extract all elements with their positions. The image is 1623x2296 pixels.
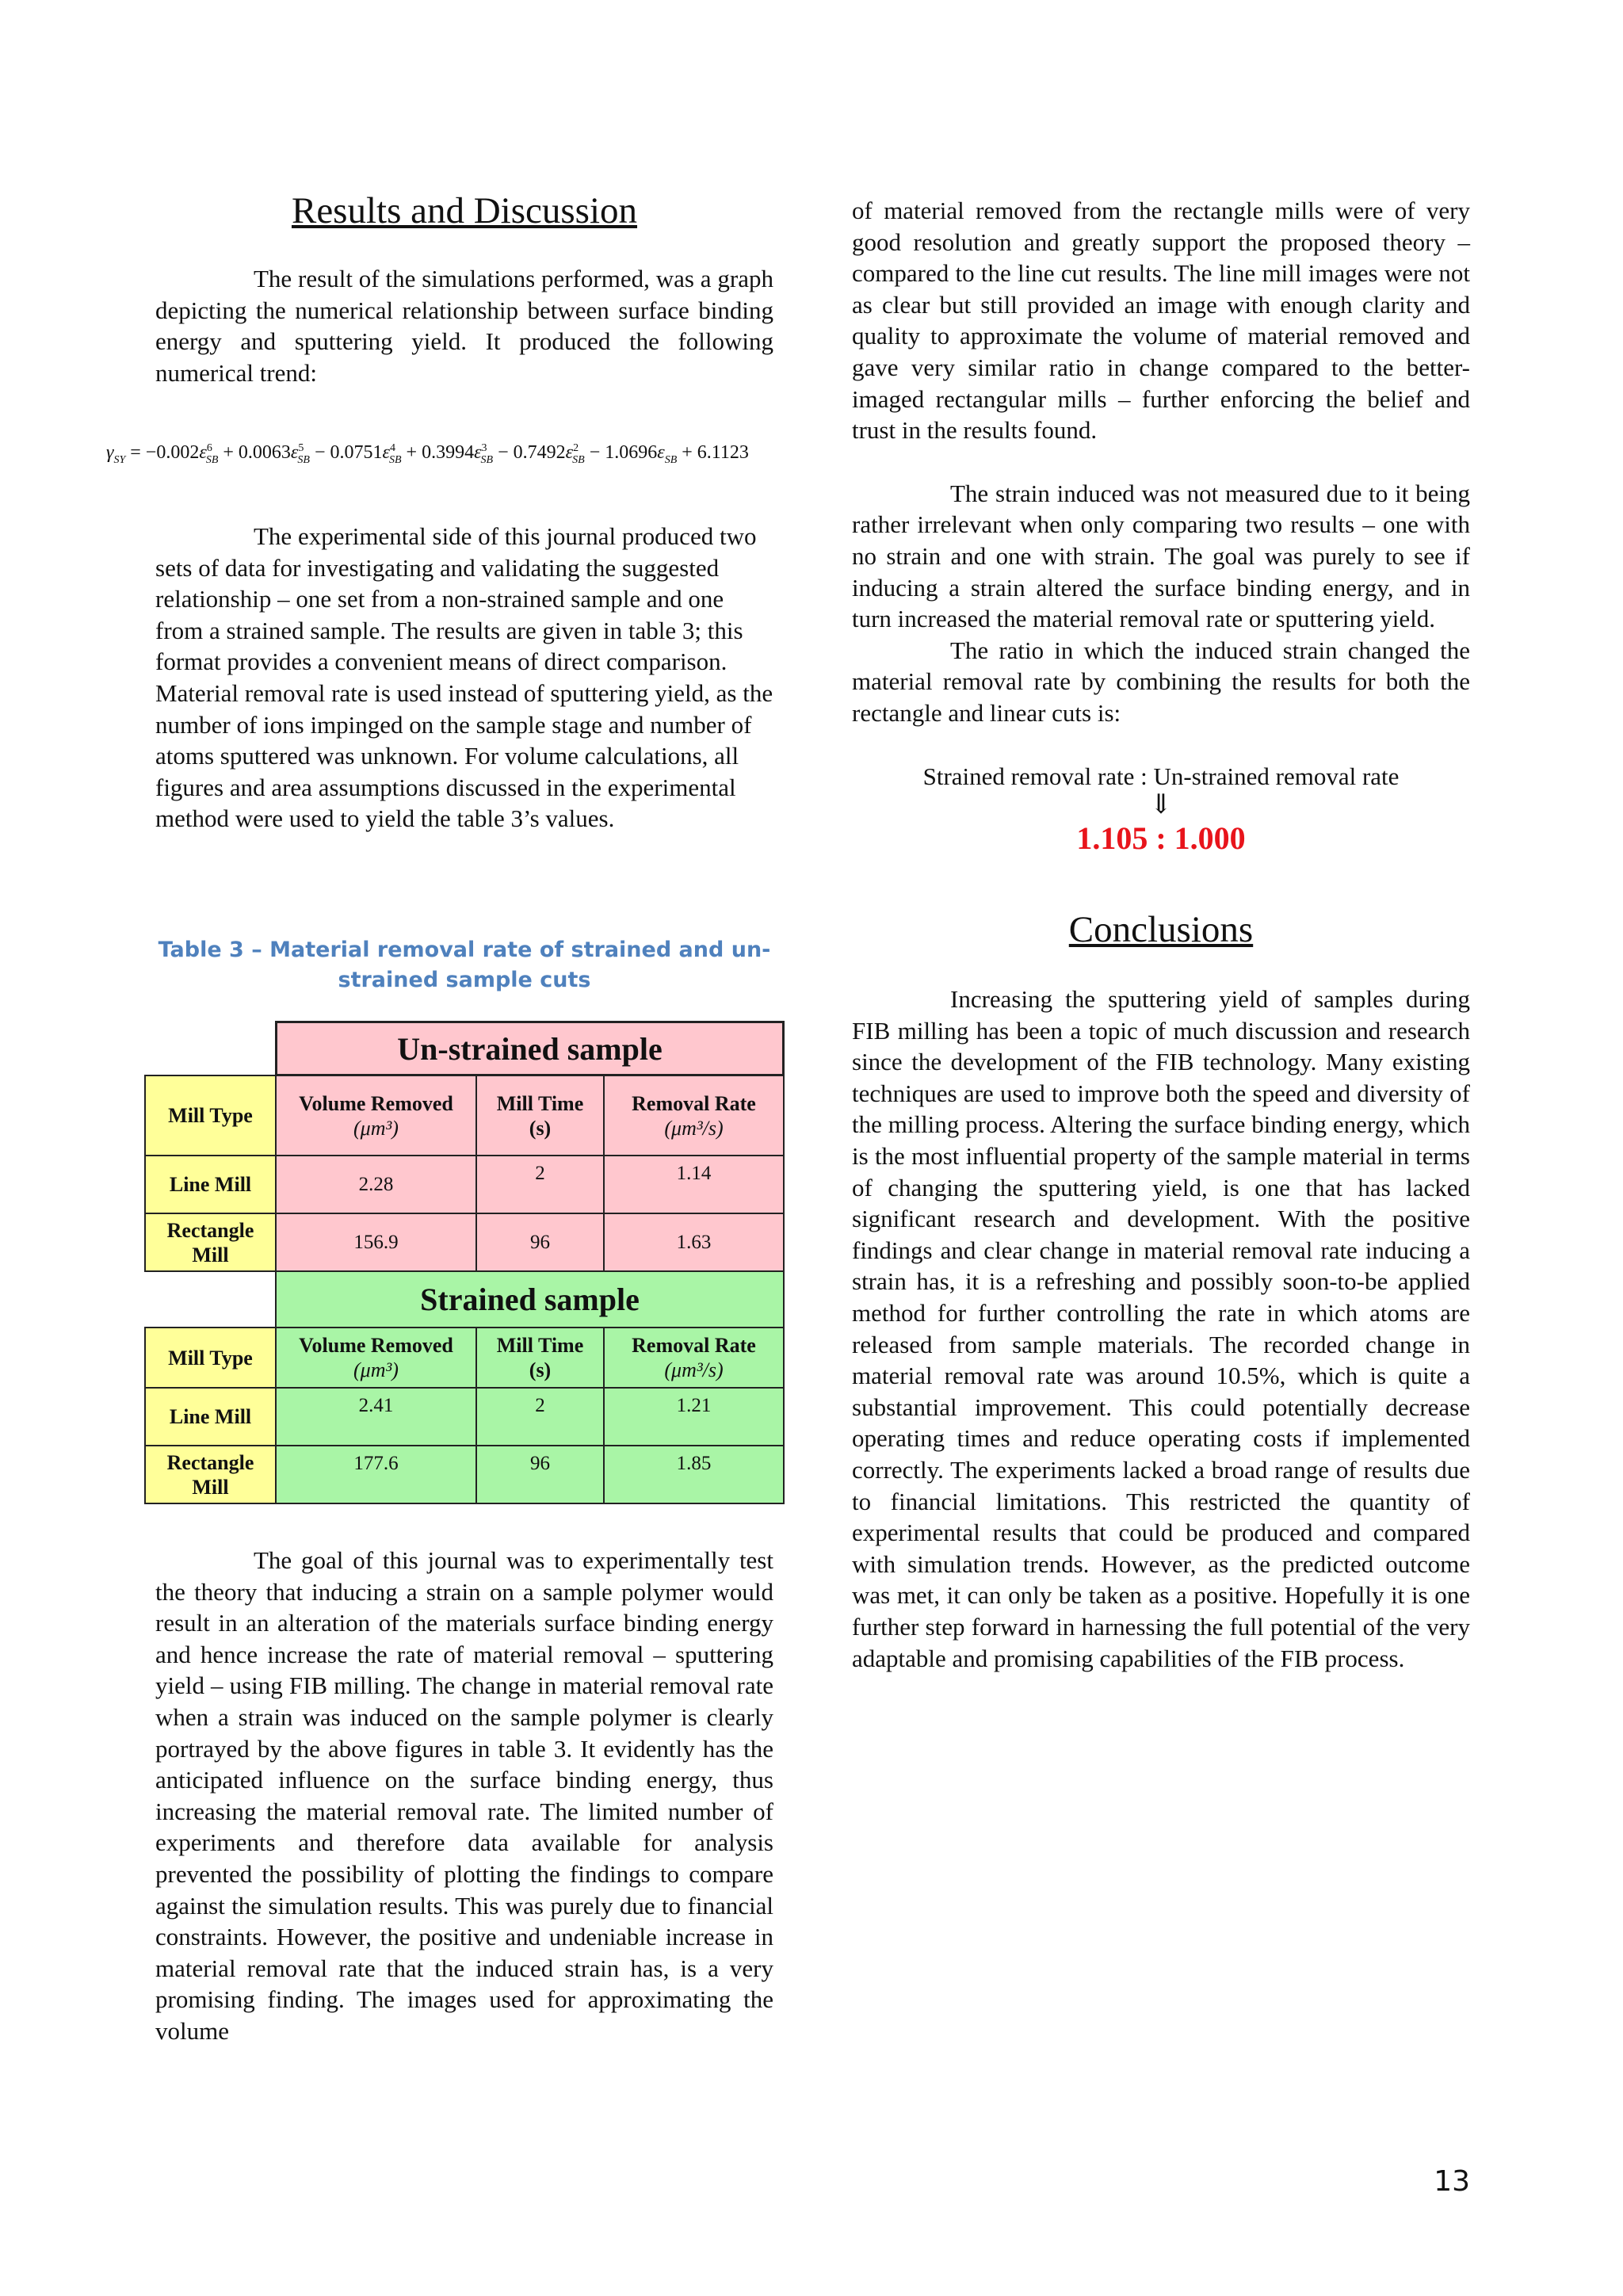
formula-gamma: γ <box>106 442 114 463</box>
results-paragraph-2: The experimental side of this journal produced two sets of data for investigating and validating the suggested relationship – one set from a non-strained sample and one from a strained sample. The results are given in table 3; this format provides a convenient means of direct comparison. Material removal rate is used instead of sputtering yield, as the number of ions impinged on the sample stage and number of atoms sputtered was unknown. For volume calculations, all figures and area assumptions discussed in the experimental method were used to yield the table 3’s values. <box>155 522 773 833</box>
table-row-type: Rectangle Mill <box>144 1213 277 1272</box>
results-paragraph-3: The goal of this journal was to experimentally test the theory that inducing a strain on a sample polymer would result in an alteration of the materials surface binding energy and hence increase the rate of material removal – sputtering yield – using FIB milling. The change in material removal rate when a strain was induced on the sample polymer is clearly portrayed by the above figures in table 3. It evidently has the anticipated influence on the surface binding energy, thus increasing the material removal rate. The limited number of experiments and therefore data available for analysis prevented the possibility of plotting the findings to compare against the simulation results. This was purely due to financial constraints. However, the positive and undeniable increase in material removal rate that the induced strain has, is a very promising finding. The images used for approximating the volume <box>155 1546 773 2045</box>
conclusions-paragraph: Increasing the sputtering yield of samples during FIB milling has been a topic of much discussion and research since the development of the FIB technology. Many existing techniques are used to improve both the speed and diversity of the milling process. Altering the surface binding energy, which is the most influential property of the sample material in terms of changing the sputtering yield, is one that has lacked significant research and development. With the positive findings and clear change in material removal rate inducing a strain has, it is a refreshing and possibly soon-to-be applied method for further controlling the rate in which atoms are released from sample materials. The recorded change in material removal rate was around 10.5%, which is quite a substantial improvement. This could potentially decrease operating times and reduce operating costs if implemented correctly. The experiments lacked a broad range of results due to financial limitations. This restricted the quantity of experimental results that could be produced and compared with simulation trends. However, as the predicted outcome was met, it can only be taken as a positive. Hopefully it is one further step forward in harnessing the full potential of the very adaptable and promising capabilities of the FIB process. <box>852 985 1470 1672</box>
sputtering-yield-formula: $\gamma_{SY} = -0.002\varepsilon^6_{SB} + 0.0063\varepsilon^5_{SB} - 0.0751\varepsilon^4_{SB} + 0.3994\varepsilon^3_{SB} - 0.7492\varepsilon^2_{SB} - 1.0696\varepsilon_{SB} + 6.1123$ <box>106 442 749 466</box>
table-cell-rate: 1.14 <box>603 1155 785 1214</box>
table-cell-volume: 177.6 <box>275 1445 477 1504</box>
results-heading: Results and Discussion <box>291 190 638 231</box>
strained-title: Strained sample <box>275 1270 785 1328</box>
table-caption: Table 3 – Material removal rate of strained and un-strained sample cuts <box>158 938 771 992</box>
table-cell-volume: 2.41 <box>275 1387 477 1446</box>
table-row-type: Line Mill <box>144 1155 277 1214</box>
left-column <box>155 187 773 388</box>
ratio-label: Strained removal rate : Un-strained removal rate <box>922 762 1400 790</box>
table-row-type: Rectangle Mill <box>144 1445 277 1504</box>
right-paragraph-3: The ratio in which the induced strain changed the material removal rate by combining the results for both the rectangle and linear cuts is: <box>852 636 1470 727</box>
col-volume-removed: Volume Removed (μm³) <box>275 1327 477 1389</box>
ratio-value: 1.105 : 1.000 <box>1076 820 1246 857</box>
table-cell-volume: 2.28 <box>275 1155 477 1214</box>
table-cell-rate: 1.63 <box>603 1213 785 1272</box>
col-mill-type: Mill Type <box>144 1075 277 1156</box>
table-cell-time: 96 <box>475 1213 605 1272</box>
col-mill-time: Mill Time (s) <box>475 1075 605 1156</box>
right-paragraph-1: of material removed from the rectangle mills were of very good resolution and greatly support the proposed theory – compared to the line cut results. The line mill images were not as clear but still provided an image with enough clarity and quality to approximate the volume of material removed and gave very similar ratio in change compared to the better-imaged rectangular mills – further enforcing the belief and trust in the results found. <box>852 197 1470 445</box>
right-column <box>852 195 1470 1674</box>
table-cell-rate: 1.85 <box>603 1445 785 1504</box>
unstrained-title: Un-strained sample <box>275 1021 785 1076</box>
col-mill-time: Mill Time (s) <box>475 1327 605 1389</box>
table-cell-rate: 1.21 <box>603 1387 785 1446</box>
left-column-bottom <box>155 1545 773 2047</box>
right-paragraph-2: The strain induced was not measured due to it being rather irrelevant when only comparing two results – one with no strain and one with strain. The goal was purely to see if inducing a strain altered the surface binding energy, and in turn increased the material removal rate or sputtering yield. <box>852 479 1470 633</box>
page-number: 13 <box>1434 2165 1470 2198</box>
down-arrow-icon: ⇓ <box>1149 790 1173 820</box>
results-paragraph-1: The result of the simulations performed, was a graph depicting the numerical relationship between surface binding energy and sputtering yield. It produced the following numerical trend: <box>155 265 773 387</box>
table-cell-time: 96 <box>475 1445 605 1504</box>
table-cell-time: 2 <box>475 1387 605 1446</box>
left-column-mid <box>155 521 773 835</box>
col-mill-type: Mill Type <box>144 1327 277 1389</box>
col-removal-rate: Removal Rate (μm³/s) <box>603 1075 785 1156</box>
table-row-type: Line Mill <box>144 1387 277 1446</box>
table-cell-time: 2 <box>475 1155 605 1214</box>
conclusions-heading: Conclusions <box>1068 909 1254 951</box>
col-removal-rate: Removal Rate (μm³/s) <box>603 1327 785 1389</box>
table-cell-volume: 156.9 <box>275 1213 477 1272</box>
col-volume-removed: Volume Removed (μm³) <box>275 1075 477 1156</box>
